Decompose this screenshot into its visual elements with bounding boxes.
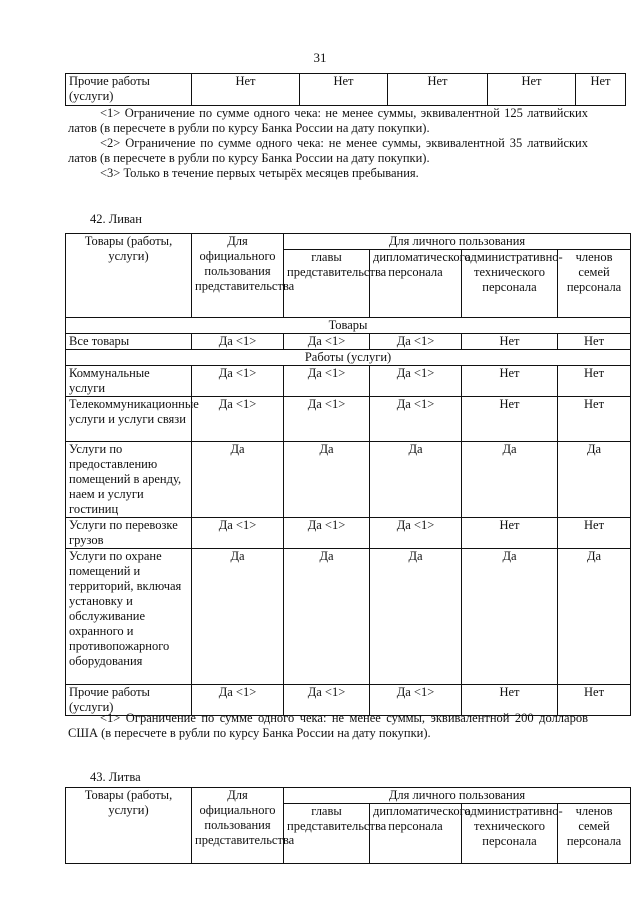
cell-value: Да [284,442,370,518]
row-label: Услуги по перевозке грузов [66,518,192,549]
header-personal: Для личного пользования [284,788,631,804]
table-row [66,549,631,685]
header-goods: Товары (работы, услуги) [66,788,192,864]
footnote: <2> Ограничение по сумме одного чека: не менее суммы, эквивалентной 35 латвийских латов (в пересчете в рубли по курсу Банка России на дату покупки). [68,136,588,165]
lebanon-notes [68,711,588,741]
row-label: Коммунальные услуги [66,366,192,397]
header-head: главы представительства [284,804,370,864]
cell-value: Да <1> [370,366,462,397]
cell-value: Да <1> [284,366,370,397]
section-row [66,350,631,366]
cell-value: Да [462,442,558,518]
cell-value: Нет [300,74,388,106]
section-works: Работы (услуги) [66,350,631,366]
cell-value: Нет [558,397,631,442]
row-label: Услуги по предоставлению помещений в аренду, наем и услуги гостиниц [66,442,192,518]
top-notes [68,106,588,181]
table-row [66,442,631,518]
cell-value: Нет [558,685,631,716]
cell-value: Нет [192,74,300,106]
cell-value: Нет [488,74,576,106]
cell-value: Да <1> [370,685,462,716]
cell-value: Да <1> [192,397,284,442]
section-row [66,318,631,334]
cell-value: Да [192,549,284,685]
lebanon-table [65,233,631,716]
cell-value: Да [558,442,631,518]
table-row [66,334,631,350]
cell-value: Да <1> [370,334,462,350]
row-label: Прочие работы (услуги) [66,74,192,106]
row-label: Все товары [66,334,192,350]
top-table [65,73,626,106]
header-official: Для официального пользования представительства [192,234,284,318]
cell-value: Нет [462,685,558,716]
section-heading-lithuania: 43. Литва [90,770,141,784]
section-heading-lebanon: 42. Ливан [90,212,142,226]
cell-value: Нет [558,518,631,549]
header-row [66,234,631,250]
row-label: Телекоммуникационные услуги и услуги связи [66,397,192,442]
cell-value: Нет [462,518,558,549]
cell-value: Да <1> [284,518,370,549]
header-official: Для официального пользования представительства [192,788,284,864]
cell-value: Да [462,549,558,685]
header-head: главы представительства [284,250,370,318]
row-label: Прочие работы (услуги) [66,685,192,716]
table-row [66,74,626,106]
cell-value: Да [370,442,462,518]
cell-value: Да <1> [192,518,284,549]
cell-value: Да <1> [192,366,284,397]
header-family: членов семей персонала [558,804,631,864]
cell-value: Да <1> [284,334,370,350]
cell-value: Нет [462,397,558,442]
cell-value: Да [284,549,370,685]
cell-value: Нет [576,74,626,106]
cell-value: Да <1> [370,518,462,549]
cell-value: Нет [558,366,631,397]
table-row [66,518,631,549]
cell-value: Нет [388,74,488,106]
cell-value: Да <1> [192,334,284,350]
header-admin: административно-технического персонала [462,804,558,864]
cell-value: Нет [558,334,631,350]
footnote: <3> Только в течение первых четырёх месяцев пребывания. [100,166,419,180]
header-family: членов семей персонала [558,250,631,318]
cell-value: Нет [462,366,558,397]
cell-value: Нет [462,334,558,350]
header-row [66,788,631,804]
header-diplomatic: дипломатического персонала [370,250,462,318]
header-personal: Для личного пользования [284,234,631,250]
table-row [66,397,631,442]
footnote: <1> Ограничение по сумме одного чека: не менее суммы, эквивалентной 125 латвийских латов (в пересчете в рубли по курсу Банка России на дату покупки). [68,106,588,135]
footnote: <1> Ограничение по сумме одного чека: не менее суммы, эквивалентной 200 долларов США (в пересчете в рубли по курсу Банка России на дату покупки). [68,711,588,740]
cell-value: Да <1> [284,397,370,442]
cell-value: Да [192,442,284,518]
lithuania-table [65,787,631,864]
header-diplomatic: дипломатического персонала [370,804,462,864]
cell-value: Да <1> [284,685,370,716]
header-admin: административно-технического персонала [462,250,558,318]
cell-value: Да <1> [370,397,462,442]
header-goods: Товары (работы, услуги) [66,234,192,318]
page-number: 31 [313,50,327,65]
table-row [66,366,631,397]
cell-value: Да <1> [192,685,284,716]
cell-value: Да [370,549,462,685]
cell-value: Да [558,549,631,685]
row-label: Услуги по охране помещений и территорий, включая установку и обслуживание охранного и противопожарного оборудования [66,549,192,685]
section-goods: Товары [66,318,631,334]
